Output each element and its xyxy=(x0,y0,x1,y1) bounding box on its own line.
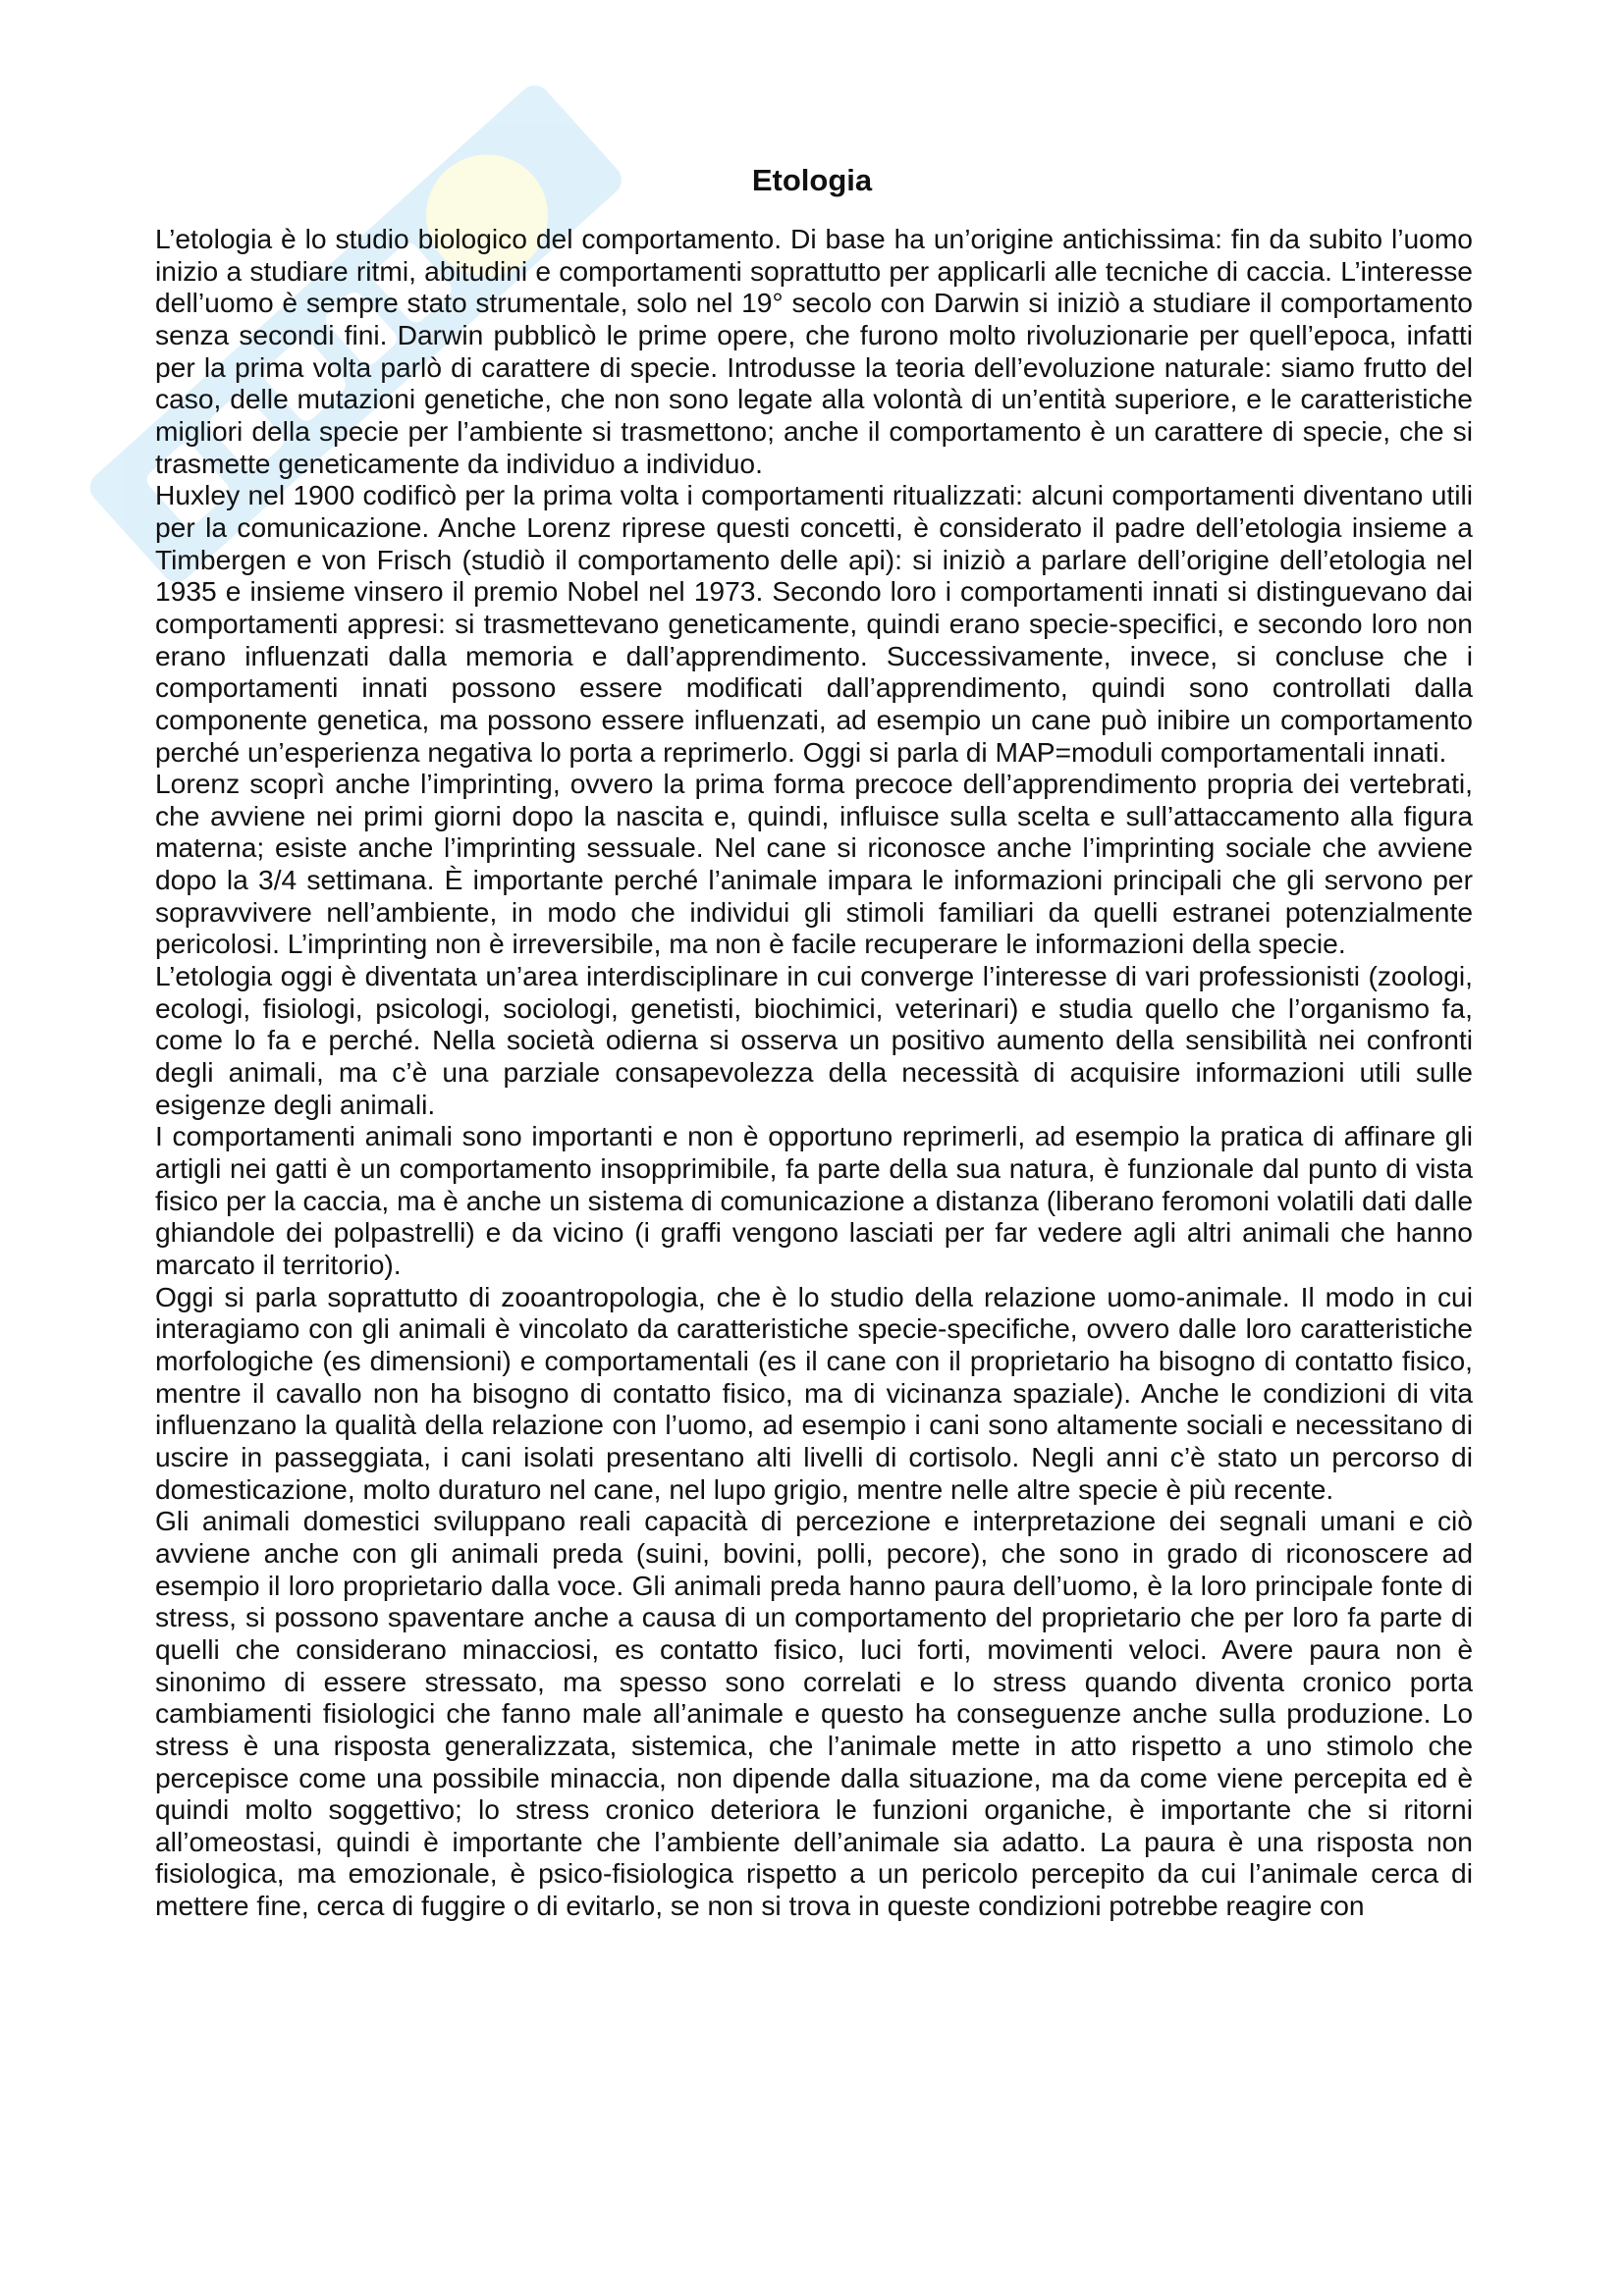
paragraph-1: L’etologia è lo studio biologico del comportamento. Di base ha un’origine antichissima: fin da subito l’uomo inizio a studiare ritmi, abitudini e comportamenti soprattutto per applicarli alle tecniche di caccia. L’interesse dell’uomo è sempre stato strumentale, solo nel 19° secolo con Darwin si iniziò a studiare il comportamento senza secondi fini. Darwin pubblicò le prime opere, che furono molto rivoluzionarie per quell’epoca, infatti per la prima volta parlò di carattere di specie. Introdusse la teoria dell’evoluzione naturale: siamo frutto del caso, delle mutazioni genetiche, che non sono legate alla volontà di un’entità superiore, e le caratteristiche migliori della specie per l’ambiente si trasmettono; anche il comportamento è un carattere di specie, che si trasmette geneticamente da individuo a individuo. xyxy=(155,223,1473,479)
document-body xyxy=(155,223,1473,1922)
paragraph-6: Oggi si parla soprattutto di zooantropologia, che è lo studio della relazione uomo-animale. Il modo in cui interagiamo con gli animali è vincolato da caratteristiche specie-specifiche, ovvero dalle loro caratteristiche morfologiche (es dimensioni) e comportamentali (es il cane con il proprietario ha bisogno di contatto fisico, mentre il cavallo non ha bisogno di contatto fisico, ma di vicinanza spaziale). Anche le condizioni di vita influenzano la qualità della relazione con l’uomo, ad esempio i cani sono altamente sociali e necessitano di uscire in passeggiata, i cani isolati presentano alti livelli di cortisolo. Negli anni c’è stato un percorso di domesticazione, molto duraturo nel cane, nel lupo grigio, mentre nelle altre specie è più recente. xyxy=(155,1280,1473,1505)
paragraph-5: I comportamenti animali sono importanti e non è opportuno reprimerli, ad esempio la pratica di affinare gli artigli nei gatti è un comportamento insopprimibile, fa parte della sua natura, è funzionale dal punto di vista fisico per la caccia, ma è anche un sistema di comunicazione a distanza (liberano feromoni volatili dati dalle ghiandole dei polpastrelli) e da vicino (i graffi vengono lasciati per far vedere agli altri animali che hanno marcato il territorio). xyxy=(155,1120,1473,1280)
page-title: Etologia xyxy=(751,163,873,197)
paragraph-4: L’etologia oggi è diventata un’area interdisciplinare in cui converge l’interesse di vari professionisti (zoologi, ecologi, fisiologi, psicologi, sociologi, genetisti, biochimici, veterinari) e studia quello che l’organismo fa, come lo fa e perché. Nella società odierna si osserva un positivo aumento della sensibilità nei confronti degli animali, ma c’è una parziale consapevolezza della necessità di acquisire informazioni utili sulle esigenze degli animali. xyxy=(155,960,1473,1120)
paragraph-3: Lorenz scoprì anche l’imprinting, ovvero la prima forma precoce dell’apprendimento propria dei vertebrati, che avviene nei primi giorni dopo la nascita e, quindi, influisce sulla scelta e sull’attaccamento alla figura materna; esiste anche l’imprinting sessuale. Nel cane si riconosce anche l’imprinting sociale che avviene dopo la 3/4 settimana. È importante perché l’animale impara le informazioni principali che gli servono per sopravvivere nell’ambiente, in modo che individui gli stimoli familiari da quelli estranei potenzialmente pericolosi. L’imprinting non è irreversibile, ma non è facile recuperare le informazioni della specie. xyxy=(155,768,1473,960)
paragraph-2: Huxley nel 1900 codificò per la prima volta i comportamenti ritualizzati: alcuni comportamenti diventano utili per la comunicazione. Anche Lorenz riprese questi concetti, è considerato il padre dell’etologia insieme a Timbergen e von Frisch (studiò il comportamento delle api): si iniziò a parlare dell’origine dell’etologia nel 1935 e insieme vinsero il premio Nobel nel 1973. Secondo loro i comportamenti innati si distinguevano dai comportamenti appresi: si trasmettevano geneticamente, quindi erano specie-specifici, e secondo loro non erano influenzati dalla memoria e dall’apprendimento. Successivamente, invece, si concluse che i comportamenti innati possono essere modificati dall’apprendimento, quindi sono controllati dalla componente genetica, ma possono essere influenzati, ad esempio un cane può inibire un comportamento perché un’esperienza negativa lo porta a reprimerlo. Oggi si parla di MAP=moduli comportamentali innati. xyxy=(155,479,1473,768)
paragraph-7: Gli animali domestici sviluppano reali capacità di percezione e interpretazione dei segnali umani e ciò avviene anche con gli animali preda (suini, bovini, polli, pecore), che sono in grado di riconoscere ad esempio il loro proprietario dalla voce. Gli animali preda hanno paura dell’uomo, è la loro principale fonte di stress, si possono spaventare anche a causa di un comportamento del proprietario che per loro fa parte di quelli che considerano minacciosi, es contatto fisico, luci forti, movimenti veloci. Avere paura non è sinonimo di essere stressato, ma spesso sono correlati e lo stress quando diventa cronico porta cambiamenti fisiologici che fanno male all’animale e questo ha conseguenze anche sulla produzione. Lo stress è una risposta generalizzata, sistemica, che l’animale mette in atto rispetto a uno stimolo che percepisce come una possibile minaccia, non dipende dalla situazione, ma da come viene percepita ed è quindi molto soggettivo; lo stress cronico deteriora le funzioni organiche, è importante che si ritorni all’omeostasi, quindi è importante che l’ambiente dell’animale sia adatto. La paura è una risposta non fisiologica, ma emozionale, è psico-fisiologica rispetto a un pericolo percepito da cui l’animale cerca di mettere fine, cerca di fuggire o di evitarlo, se non si trova in queste condizioni potrebbe reagire con xyxy=(155,1505,1473,1922)
